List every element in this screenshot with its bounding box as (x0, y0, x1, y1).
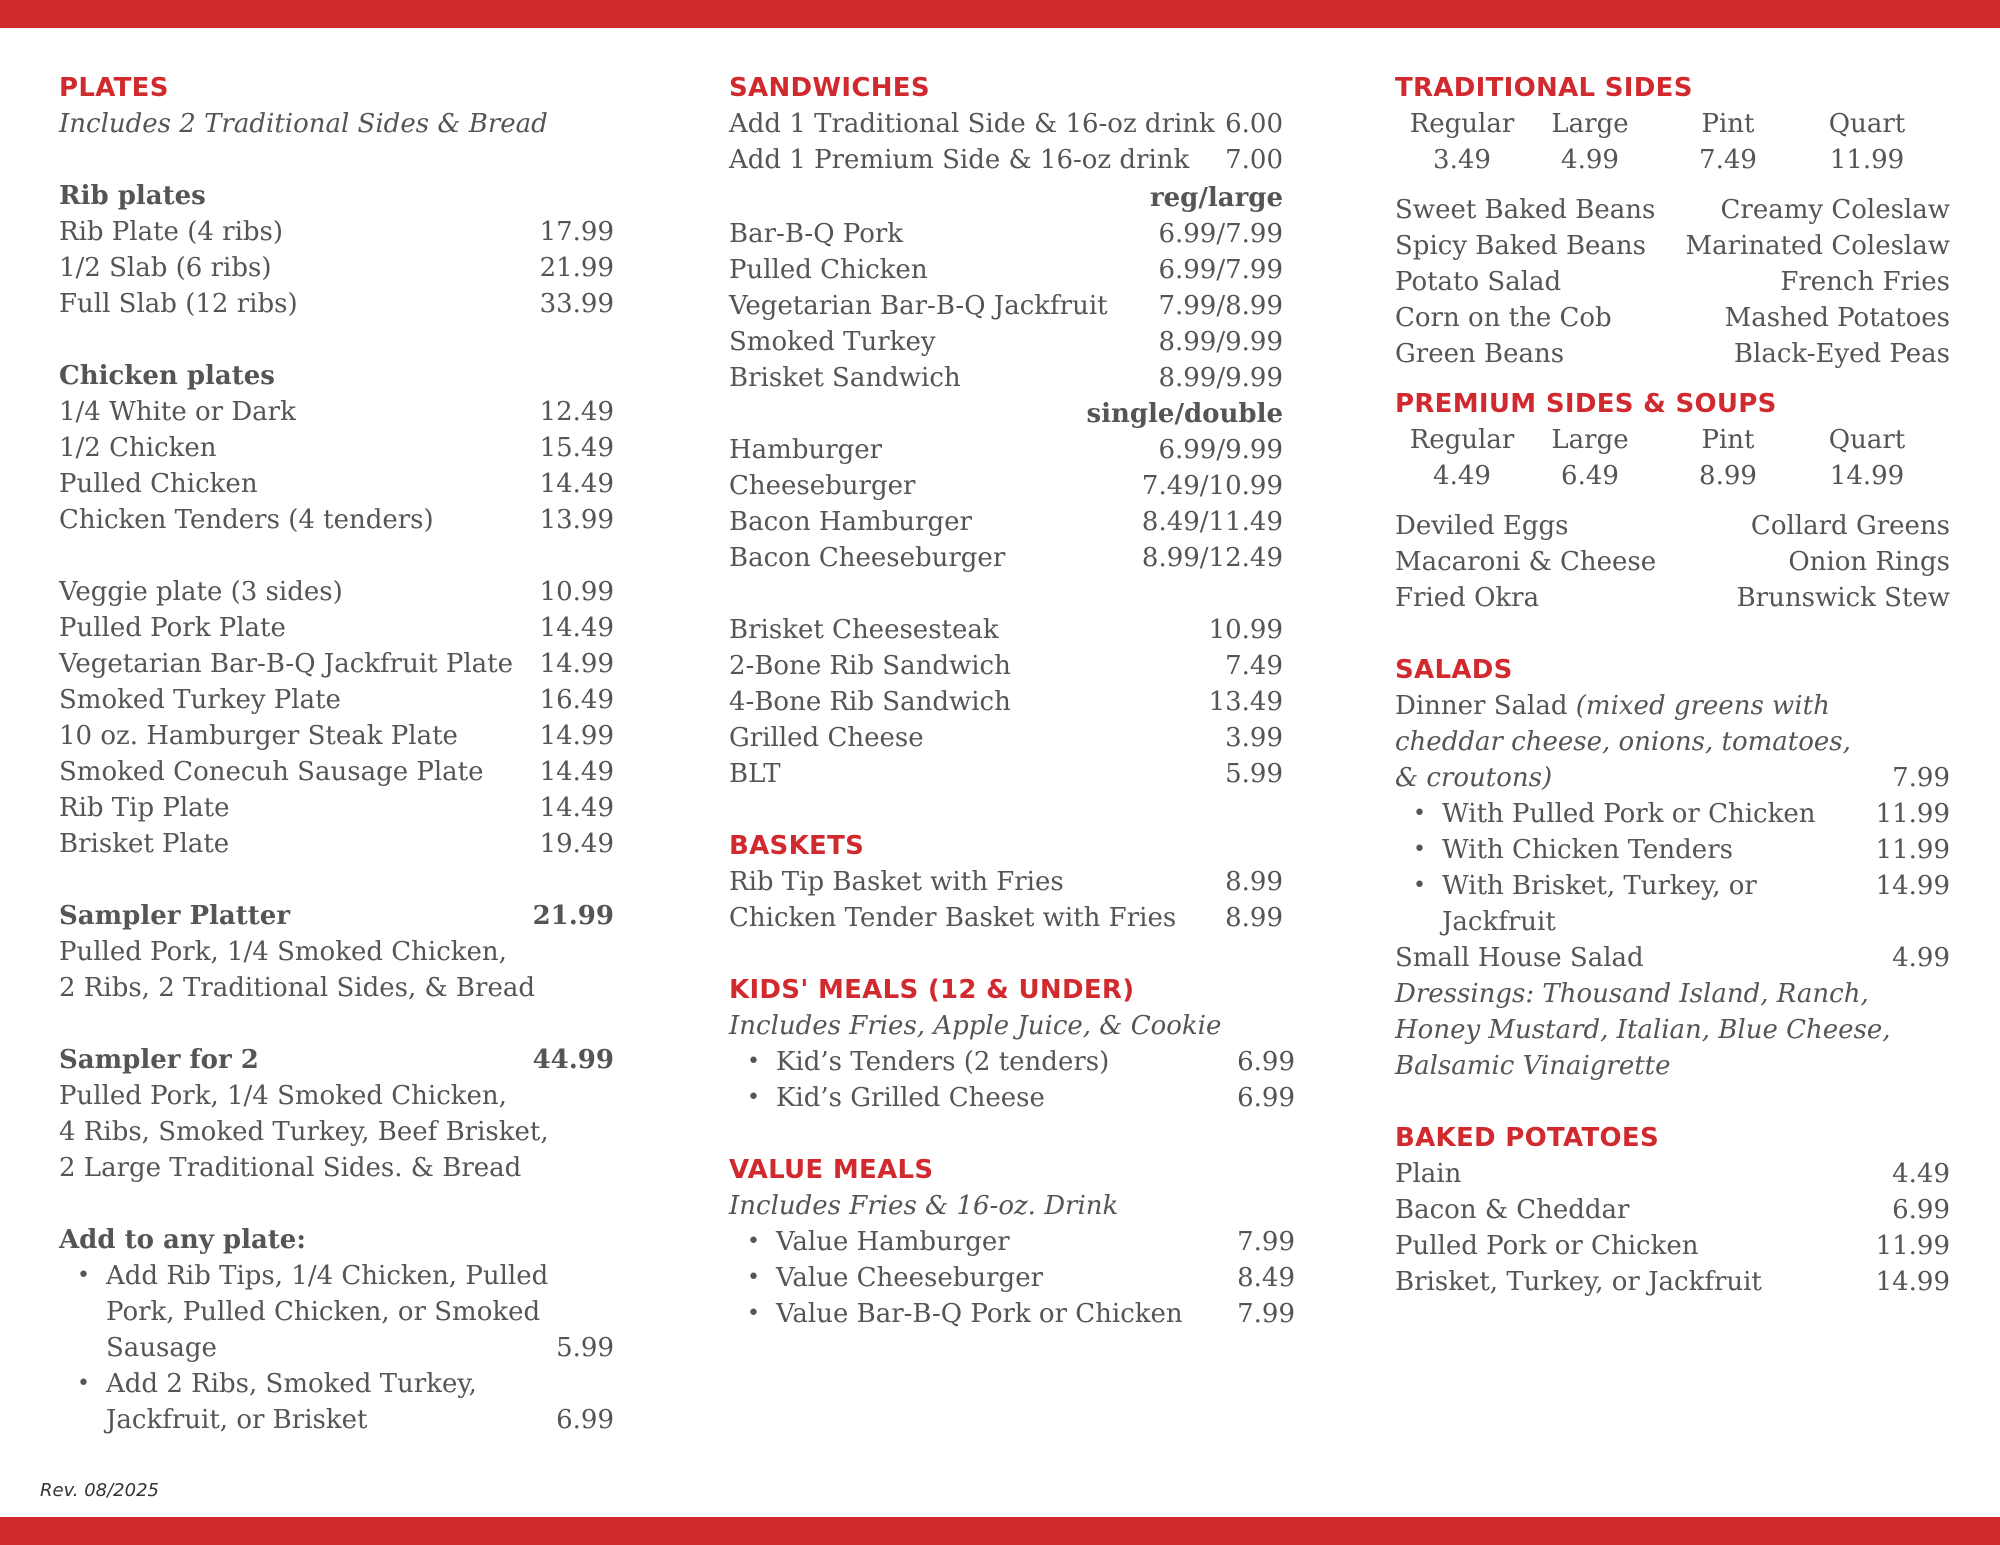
sampler-platter: Sampler Platter 21.99 (59, 901, 614, 931)
baked-potatoes-title: BAKED POTATOES (1395, 1123, 1659, 1153)
menu-item: Rib Tip Basket with Fries 8.99 (729, 867, 1283, 897)
kids-meals-title: KIDS' MEALS (12 & UNDER) (729, 975, 1135, 1005)
sandwiches-column (729, 70, 1295, 1332)
menu-item: Plain 4.49 (1395, 1159, 1950, 1189)
dinner-salad-price: & croutons) 7.99 (1395, 763, 1950, 793)
sandwiches-title: SANDWICHES (729, 73, 930, 103)
premium-sides-title: PREMIUM SIDES & SOUPS (1395, 389, 1777, 419)
menu-item: Bar-B-Q Pork 6.99/7.99 (729, 219, 1283, 249)
list-item: • With Brisket, Turkey, or Jackfruit 14.99 (1395, 868, 1950, 940)
list-item: • With Pulled Pork or Chicken 11.99 (1395, 796, 1950, 832)
list-item: Corn on the Cob Mashed Potatoes (1395, 303, 1950, 333)
menu-item: Smoked Turkey Plate 16.49 (59, 685, 614, 715)
sampler-for-2-desc: 2 Large Traditional Sides. & Bread (59, 1153, 522, 1183)
dressings: Dressings: Thousand Island, Ranch, (1395, 979, 1869, 1009)
list-item: Fried Okra Brunswick Stew (1395, 583, 1950, 613)
premium-sizes: Regular Large Pint Quart 4.49 6.49 8.99 14.99 (1409, 425, 1906, 491)
value-meals-title: VALUE MEALS (729, 1155, 934, 1185)
list-item: • Value Bar-B-Q Pork or Chicken 7.99 (729, 1296, 1295, 1332)
bottom-red-bar (0, 1517, 2000, 1545)
menu-item: Pulled Chicken 6.99/7.99 (729, 255, 1283, 285)
menu-item: Smoked Turkey 8.99/9.99 (729, 327, 1283, 357)
salads-title: SALADS (1395, 655, 1513, 685)
plates-column (59, 70, 614, 1438)
menu-item: Cheeseburger 7.49/10.99 (729, 471, 1283, 501)
value-meals-subtitle: Includes Fries & 16-oz. Drink (729, 1191, 1119, 1221)
chicken-plates-heading: Chicken plates (59, 361, 275, 391)
menu-item: Veggie plate (3 sides) 10.99 (59, 577, 614, 607)
menu-item: 1/2 Chicken 15.49 (59, 433, 614, 463)
menu-item: Add 1 Traditional Side & 16-oz drink 6.00 (729, 109, 1283, 139)
menu-item: Brisket, Turkey, or Jackfruit 14.99 (1395, 1267, 1950, 1297)
list-item: • With Chicken Tenders 11.99 (1395, 832, 1950, 868)
list-item: Potato Salad French Fries (1395, 267, 1950, 297)
menu-item: Bacon Cheeseburger 8.99/12.49 (729, 543, 1283, 573)
add-to-plate-heading: Add to any plate: (59, 1225, 306, 1255)
menu-item: Bacon Hamburger 8.49/11.49 (729, 507, 1283, 537)
list-item: • Add 2 Ribs, Smoked Turkey, Jackfruit, or Brisket 6.99 (59, 1366, 614, 1438)
menu-item: Chicken Tenders (4 tenders) 13.99 (59, 505, 614, 535)
revision-date: Rev. 08/2025 (40, 1480, 159, 1501)
list-item: Deviled Eggs Collard Greens (1395, 511, 1950, 541)
menu-item: Chicken Tender Basket with Fries 8.99 (729, 903, 1283, 933)
menu-item: Pulled Pork Plate 14.49 (59, 613, 614, 643)
rib-plates-heading: Rib plates (59, 181, 206, 211)
menu-item: Hamburger 6.99/9.99 (729, 435, 1283, 465)
menu-item: Rib Plate (4 ribs) 17.99 (59, 217, 614, 247)
list-item: • Add Rib Tips, 1/4 Chicken, Pulled Pork, Pulled Chicken, or Smoked Sausage 5.99 (59, 1258, 614, 1366)
menu-item: Brisket Plate 19.49 (59, 829, 614, 859)
sampler-for-2: Sampler for 2 44.99 (59, 1045, 614, 1075)
list-item: Sweet Baked Beans Creamy Coleslaw (1395, 195, 1950, 225)
menu-item: Full Slab (12 ribs) 33.99 (59, 289, 614, 319)
list-item: • Kid’s Grilled Cheese 6.99 (729, 1080, 1295, 1116)
menu-item: Bacon & Cheddar 6.99 (1395, 1195, 1950, 1225)
dinner-salad-desc: cheddar cheese, onions, tomatoes, (1395, 727, 1851, 757)
menu-item: Rib Tip Plate 14.49 (59, 793, 614, 823)
menu-item: Vegetarian Bar-B-Q Jackfruit 7.99/8.99 (729, 291, 1283, 321)
menu-item: Pulled Chicken 14.49 (59, 469, 614, 499)
menu-item: Pulled Pork or Chicken 11.99 (1395, 1231, 1950, 1261)
sides-column (1395, 70, 1950, 1300)
list-item: Spicy Baked Beans Marinated Coleslaw (1395, 231, 1950, 261)
menu-item: Vegetarian Bar-B-Q Jackfruit Plate 14.99 (59, 649, 614, 679)
sampler-platter-desc: 2 Ribs, 2 Traditional Sides, & Bread (59, 973, 535, 1003)
traditional-sides-title: TRADITIONAL SIDES (1395, 73, 1693, 103)
list-item: Green Beans Black-Eyed Peas (1395, 339, 1950, 369)
top-red-bar (0, 0, 2000, 28)
small-house-salad: Small House Salad 4.99 (1395, 943, 1950, 973)
menu-item: BLT 5.99 (729, 759, 1283, 789)
menu-item: Brisket Sandwich 8.99/9.99 (729, 363, 1283, 393)
list-item: • Value Cheeseburger 8.49 (729, 1260, 1295, 1296)
menu-item: 2-Bone Rib Sandwich 7.49 (729, 651, 1283, 681)
baskets-title: BASKETS (729, 831, 865, 861)
menu-item: 4-Bone Rib Sandwich 13.49 (729, 687, 1283, 717)
menu-item: Add 1 Premium Side & 16-oz drink 7.00 (729, 145, 1283, 175)
menu-item: 10 oz. Hamburger Steak Plate 14.99 (59, 721, 614, 751)
menu-item: Grilled Cheese 3.99 (729, 723, 1283, 753)
menu-item: Brisket Cheesesteak 10.99 (729, 615, 1283, 645)
menu-item: 1/4 White or Dark 12.49 (59, 397, 614, 427)
traditional-sizes: Regular Large Pint Quart 3.49 4.99 7.49 11.99 (1409, 109, 1906, 175)
list-item: • Kid’s Tenders (2 tenders) 6.99 (729, 1044, 1295, 1080)
list-item: • Value Hamburger 7.99 (729, 1224, 1295, 1260)
sampler-for-2-desc: 4 Ribs, Smoked Turkey, Beef Brisket, (59, 1117, 549, 1147)
dinner-salad: Dinner Salad (mixed greens with (1395, 691, 1830, 721)
sampler-for-2-desc: Pulled Pork, 1/4 Smoked Chicken, (59, 1081, 507, 1111)
plates-title: PLATES (59, 73, 169, 103)
single-double-label: single/double (1086, 399, 1283, 429)
sampler-platter-desc: Pulled Pork, 1/4 Smoked Chicken, (59, 937, 507, 967)
menu-item: 1/2 Slab (6 ribs) 21.99 (59, 253, 614, 283)
list-item: Macaroni & Cheese Onion Rings (1395, 547, 1950, 577)
dressings: Honey Mustard, Italian, Blue Cheese, (1395, 1015, 1891, 1045)
plates-subtitle: Includes 2 Traditional Sides & Bread (59, 109, 548, 139)
kids-meals-subtitle: Includes Fries, Apple Juice, & Cookie (729, 1011, 1222, 1041)
dressings: Balsamic Vinaigrette (1395, 1051, 1671, 1081)
menu-item: Smoked Conecuh Sausage Plate 14.49 (59, 757, 614, 787)
reg-large-label: reg/large (1149, 183, 1283, 213)
